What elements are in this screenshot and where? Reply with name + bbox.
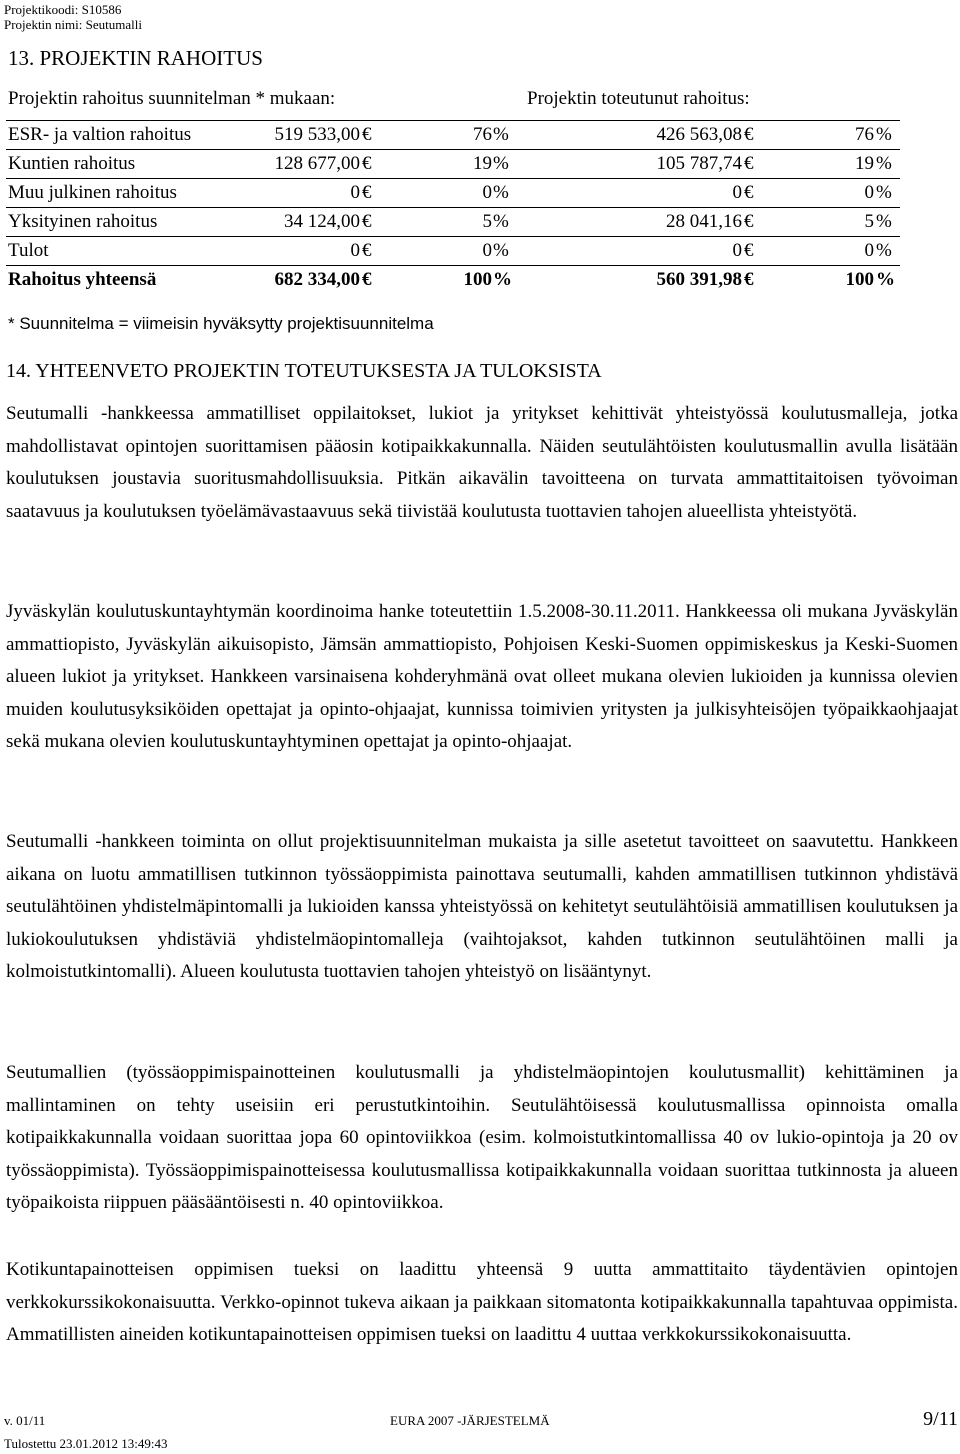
table-row [6,237,900,266]
version-label: v. 01/11 [4,1413,46,1428]
planned-amount: 128 677,00 [274,153,360,174]
percent-symbol: % [493,211,509,232]
row-label: ESR- ja valtion rahoitus [8,124,192,145]
table-row [6,150,900,179]
section-14-title: 14. YHTEENVETO PROJEKTIN TOTEUTUKSESTA JA TULOKSISTA [6,360,602,382]
percent-symbol: % [493,269,512,290]
percent-symbol: % [876,182,892,203]
planned-percent: 0 [482,182,492,203]
actual-percent: 5 [864,211,874,232]
actual-percent: 19 [855,153,874,174]
euro-symbol: € [744,269,754,290]
euro-symbol: € [362,269,372,290]
euro-symbol: € [362,240,372,261]
planned-amount: 34 124,00 [284,211,360,232]
row-label: Muu julkinen rahoitus [8,182,177,203]
euro-symbol: € [362,182,372,203]
planned-percent: 100 [463,269,492,290]
actual-percent: 0 [864,240,874,261]
row-label: Yksityinen rahoitus [8,211,158,232]
euro-symbol: € [744,153,754,174]
row-label: Tulot [8,240,49,261]
table-row [6,121,900,150]
funding-table [6,120,900,297]
euro-symbol: € [362,153,372,174]
page-number: 9/11 [923,1408,958,1430]
percent-symbol: % [876,153,892,174]
euro-symbol: € [744,240,754,261]
section-13-title: 13. PROJEKTIN RAHOITUS [8,46,263,70]
planned-amount: 0 [350,182,360,203]
planned-percent: 19 [473,153,492,174]
percent-symbol: % [493,153,509,174]
table-row [6,208,900,237]
actual-amount: 105 787,74 [656,153,742,174]
summary-paragraph: Seutumalli -hankkeen toiminta on ollut projektisuunnitelman mukaista ja sille asetetut tavoitteet on saavutettu. Hankkeen aikana on luotu ammatillisen tutkinnon työssäoppimista painottava seutumalli, kahden ammatillisen tutkinnon yhdistävä seutulähtöinen yhdistelmäpintomalli ja lukioiden kanssa yhteistyössä on kehitetyt seutulähtöisiä ammatillisen koulutuksen ja lukiokoulutuksen yhdistäviä yhdistelmäopintomalleja (vaihtojaksot, kahden tutkinnon seutulähtöinen malli ja kolmoistutkintomalli). Alueen koulutusta tuottavien tahojen yhteistyö on lisääntynyt. [6,831,958,983]
percent-symbol: % [493,124,509,145]
planned-amount: 682 334,00 [274,269,360,290]
actual-percent: 100 [845,269,874,290]
planned-funding-label: Projektin rahoitus suunnitelman * mukaan: [8,88,336,109]
actual-amount: 0 [732,182,742,203]
actual-amount: 560 391,98 [656,269,742,290]
planned-amount: 0 [350,240,360,261]
summary-paragraph: Seutumalli -hankkeessa ammatilliset oppilaitokset, lukiot ja yritykset kehittivät yhteistyössä koulutusmalleja, jotka mahdollistavat opintojen suorittamisen pääosin kotipaikkakunnalla. Näiden seutulähtöisten koulutusmallin avulla lisätään koulutuksen joustavia suoritusmahdollisuuksia. Pitkän aikavälin tavoitteena on turvata ammattitaitoisen työvoiman saatavuus ja koulutuksen työelämävastaavuus sekä tiivistää koulutusta tuottavien tahojen alueellista yhteistyötä. [6,403,958,522]
planned-percent: 0 [482,240,492,261]
project-code: Projektikoodi: S10586 [4,2,122,17]
actual-funding-label: Projektin toteutunut rahoitus: [527,88,750,109]
planned-amount: 519 533,00 [274,124,360,145]
percent-symbol: % [876,269,895,290]
actual-percent: 76 [855,124,874,145]
table-row-total [6,266,900,294]
euro-symbol: € [744,182,754,203]
percent-symbol: % [876,240,892,261]
percent-symbol: % [876,211,892,232]
row-label: Rahoitus yhteensä [8,269,157,290]
actual-amount: 426 563,08 [656,124,742,145]
system-name: EURA 2007 -JÄRJESTELMÄ [390,1413,550,1428]
euro-symbol: € [744,124,754,145]
print-timestamp: Tulostettu 23.01.2012 13:49:43 [4,1436,168,1451]
summary-paragraph: Kotikuntapainotteisen oppimisen tueksi on laadittu yhteensä 9 uutta ammattitaito täydentävien opintojen verkkokurssikokonaisuutta. Verkko-opinnot tukeva aikaan ja paikkaan sitomatonta kotipaikkakunnalla tapahtuvaa oppimista. Ammatillisten aineiden kotikuntapainotteisen oppimisen tueksi on laadittu 4 uuttaa verkkokurssikokonaisuutta. [6,1259,958,1346]
project-name: Projektin nimi: Seutumalli [4,17,142,32]
euro-symbol: € [744,211,754,232]
planned-percent: 5 [482,211,492,232]
summary-paragraph: Seutumallien (työssäoppimispainotteinen koulutusmalli ja yhdistelmäopintojen koulutusmallit) kehittäminen ja mallintaminen on tehty useisiin eri perustutkintoihin. Seutulähtöisessä koulutusmallissa opinnoista omalla kotipaikkakunnalla voidaan suorittaa jopa 60 opintoviikkoa (esim. kolmoistutkintomallissa 40 ov lukio-opintoja ja 20 ov työssäoppimista). Työssäoppimispainotteisessa koulutusmallissa kotipaikkakunnalla voidaan suorittaa tutkinnosta ja alueen työpaikoista riippuen pääsääntöisesti n. 40 opintoviikkoa. [6,1062,958,1214]
planned-percent: 76 [473,124,492,145]
actual-amount: 28 041,16 [666,211,742,232]
actual-amount: 0 [732,240,742,261]
euro-symbol: € [362,124,372,145]
euro-symbol: € [362,211,372,232]
summary-paragraph: Jyväskylän koulutuskuntayhtymän koordinoima hanke toteutettiin 1.5.2008-30.11.2011. Hankkeessa oli mukana Jyväskylän ammattiopisto, Jyväskylän aikuisopisto, Jämsän ammattiopisto, Pohjoisen Keski-Suomen oppimiskeskus ja Keski-Suomen alueen lukiot ja yritykset. Hankkeen varsinaisena kohderyhmänä ovat olleet mukana olevien lukioiden ja kunnissa olevien muiden koulutusyksiköiden opettajat ja opinto-ohjaajat, kunnissa toimivien yritysten ja julkisyhteisöjen työpaikkaohjaajat sekä mukana olevien koulutuskuntayhtyminen opettajat ja opinto-ohjaajat. [6,601,958,753]
row-label: Kuntien rahoitus [8,153,136,174]
percent-symbol: % [493,182,509,203]
percent-symbol: % [493,240,509,261]
percent-symbol: % [876,124,892,145]
actual-percent: 0 [864,182,874,203]
plan-footnote: * Suunnitelma = viimeisin hyväksytty projektisuunnitelma [8,314,434,333]
table-row [6,179,900,208]
